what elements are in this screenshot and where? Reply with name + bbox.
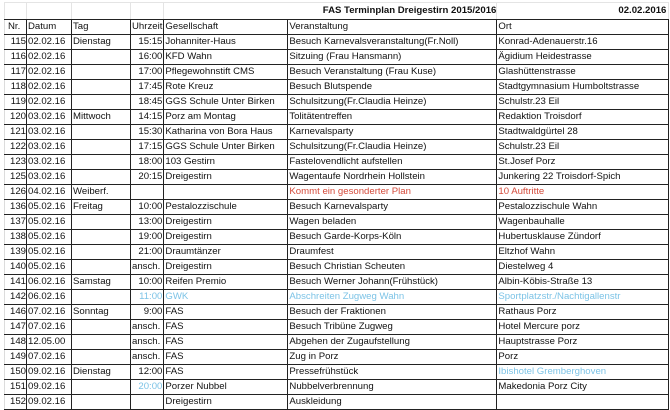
cell-ort[interactable]: [497, 395, 669, 410]
cell-nr[interactable]: 146: [5, 305, 27, 320]
cell-nr[interactable]: 147: [5, 320, 27, 335]
cell-uhrzeit[interactable]: ansch.: [131, 260, 164, 275]
table-row: [5, 200, 669, 215]
cell-veranstaltung[interactable]: Besuch Garde-Korps-Köln: [288, 230, 497, 245]
cell-tag[interactable]: Freitag: [72, 200, 131, 215]
cell-veranstaltung[interactable]: Sitzuing (Frau Hansmann): [288, 50, 497, 65]
cell-gesellschaft[interactable]: Dreigestirn: [164, 170, 288, 185]
cell-datum[interactable]: 03.02.16: [27, 155, 72, 170]
cell-tag[interactable]: [72, 155, 131, 170]
cell-veranstaltung[interactable]: Wagentaufe Nordrhein Hollstein: [288, 170, 497, 185]
cell-veranstaltung[interactable]: Karnevalsparty: [288, 125, 497, 140]
cell-veranstaltung[interactable]: Schulsitzung(Fr.Claudia Heinze): [288, 140, 497, 155]
cell-ort[interactable]: Schulstr.23 Eil: [497, 140, 669, 155]
table-row: [5, 350, 669, 365]
cell-uhrzeit[interactable]: [131, 185, 164, 200]
cell-tag[interactable]: [72, 215, 131, 230]
cell-tag[interactable]: [72, 140, 131, 155]
table-row: [5, 335, 669, 350]
cell-nr[interactable]: 142: [5, 290, 27, 305]
cell-nr[interactable]: 123: [5, 155, 27, 170]
cell-ort[interactable]: Glashüttenstrasse: [497, 65, 669, 80]
cell-gesellschaft[interactable]: Pflegewohnstift CMS: [164, 65, 288, 80]
cell-uhrzeit[interactable]: 16:00: [131, 50, 164, 65]
title-row: [5, 3, 669, 20]
cell-nr[interactable]: 116: [5, 50, 27, 65]
cell-uhrzeit[interactable]: ansch.: [131, 335, 164, 350]
cell-uhrzeit[interactable]: ansch.: [131, 350, 164, 365]
cell-ort[interactable]: Albin-Köbis-Straße 13: [497, 275, 669, 290]
cell-nr[interactable]: 119: [5, 95, 27, 110]
cell-gesellschaft[interactable]: Dreigestirn: [164, 395, 288, 410]
cell-gesellschaft[interactable]: Pestalozzischule: [164, 200, 288, 215]
cell-veranstaltung[interactable]: Abschreiten Zugweg Wahn: [288, 290, 497, 305]
title-blank-cell[interactable]: [27, 3, 72, 20]
table-row: [5, 320, 669, 335]
cell-uhrzeit[interactable]: [131, 395, 164, 410]
cell-nr[interactable]: 122: [5, 140, 27, 155]
cell-uhrzeit[interactable]: 20:15: [131, 170, 164, 185]
cell-datum[interactable]: 05.02.16: [27, 200, 72, 215]
cell-datum[interactable]: 04.02.16: [27, 185, 72, 200]
header-veranstaltung[interactable]: Veranstaltung: [288, 20, 497, 35]
cell-datum[interactable]: 07.02.16: [27, 350, 72, 365]
cell-gesellschaft[interactable]: Rote Kreuz: [164, 80, 288, 95]
cell-tag[interactable]: Dienstag: [72, 35, 131, 50]
cell-uhrzeit[interactable]: 11:00: [131, 290, 164, 305]
cell-tag[interactable]: [72, 290, 131, 305]
cell-tag[interactable]: [72, 335, 131, 350]
cell-veranstaltung[interactable]: Zug in Porz: [288, 350, 497, 365]
cell-ort[interactable]: Sportplatzstr./Nachtigallenstr: [497, 290, 669, 305]
cell-nr[interactable]: 120: [5, 110, 27, 125]
cell-uhrzeit[interactable]: 15:30: [131, 125, 164, 140]
cell-gesellschaft[interactable]: GGS Schule Unter Birken: [164, 95, 288, 110]
cell-datum[interactable]: 02.02.16: [27, 95, 72, 110]
cell-datum[interactable]: 06.02.16: [27, 275, 72, 290]
table-body: [5, 20, 669, 410]
cell-veranstaltung[interactable]: Wagen beladen: [288, 215, 497, 230]
table-row: [5, 245, 669, 260]
cell-datum[interactable]: 03.02.16: [27, 125, 72, 140]
cell-ort[interactable]: Pestalozzischule Wahn: [497, 200, 669, 215]
cell-uhrzeit[interactable]: 10:00: [131, 200, 164, 215]
cell-gesellschaft[interactable]: Dreigestirn: [164, 230, 288, 245]
table-row: [5, 215, 669, 230]
cell-nr[interactable]: 136: [5, 200, 27, 215]
cell-uhrzeit[interactable]: 13:00: [131, 215, 164, 230]
table-row: [5, 155, 669, 170]
cell-ort[interactable]: Hauptstrasse Porz: [497, 335, 669, 350]
cell-datum[interactable]: 05.02.16: [27, 215, 72, 230]
cell-ort[interactable]: Makedonia Porz City: [497, 380, 669, 395]
cell-gesellschaft[interactable]: FAS: [164, 350, 288, 365]
cell-datum[interactable]: 02.02.16: [27, 35, 72, 50]
cell-ort[interactable]: Junkering 22 Troisdorf-Spich: [497, 170, 669, 185]
cell-tag[interactable]: [72, 260, 131, 275]
cell-ort[interactable]: Stadtwaldgürtel 28: [497, 125, 669, 140]
cell-tag[interactable]: [72, 395, 131, 410]
table-row: [5, 275, 669, 290]
cell-uhrzeit[interactable]: 14:15: [131, 110, 164, 125]
cell-datum[interactable]: 05.02.16: [27, 245, 72, 260]
cell-veranstaltung[interactable]: Besuch Werner Johann(Frühstück): [288, 275, 497, 290]
cell-datum[interactable]: 03.02.16: [27, 110, 72, 125]
title-blank-cell[interactable]: [72, 3, 131, 20]
cell-veranstaltung[interactable]: Besuch Karnevalsveranstaltung(Fr.Noll): [288, 35, 497, 50]
cell-tag[interactable]: Samstag: [72, 275, 131, 290]
cell-nr[interactable]: 126: [5, 185, 27, 200]
cell-veranstaltung[interactable]: Kommt ein gesonderter Plan: [288, 185, 497, 200]
cell-gesellschaft[interactable]: GWK: [164, 290, 288, 305]
cell-gesellschaft[interactable]: Draumtänzer: [164, 245, 288, 260]
cell-tag[interactable]: [72, 50, 131, 65]
cell-nr[interactable]: 115: [5, 35, 27, 50]
cell-gesellschaft[interactable]: FAS: [164, 335, 288, 350]
table-row: [5, 230, 669, 245]
cell-datum[interactable]: 06.02.16: [27, 290, 72, 305]
cell-ort[interactable]: 10 Auftritte: [497, 185, 669, 200]
cell-datum[interactable]: 07.02.16: [27, 320, 72, 335]
cell-tag[interactable]: [72, 380, 131, 395]
cell-uhrzeit[interactable]: 17:15: [131, 140, 164, 155]
table-row: [5, 305, 669, 320]
header-tag[interactable]: Tag: [72, 20, 131, 35]
cell-tag[interactable]: Mittwoch: [72, 110, 131, 125]
cell-nr[interactable]: 150: [5, 365, 27, 380]
cell-nr[interactable]: 139: [5, 245, 27, 260]
cell-tag[interactable]: [72, 125, 131, 140]
schedule-table: [4, 2, 669, 410]
table-row: [5, 185, 669, 200]
cell-datum[interactable]: 05.02.16: [27, 230, 72, 245]
cell-datum[interactable]: 07.02.16: [27, 305, 72, 320]
cell-uhrzeit[interactable]: 10:00: [131, 275, 164, 290]
table-row: [5, 50, 669, 65]
table-row: [5, 35, 669, 50]
cell-gesellschaft[interactable]: 103 Gestirn: [164, 155, 288, 170]
cell-gesellschaft[interactable]: Porzer Nubbel: [164, 380, 288, 395]
cell-tag[interactable]: Weiberf.: [72, 185, 131, 200]
cell-veranstaltung[interactable]: Schulsitzung(Fr.Claudia Heinze): [288, 95, 497, 110]
cell-uhrzeit[interactable]: 20:00: [131, 380, 164, 395]
cell-nr[interactable]: 137: [5, 215, 27, 230]
title-blank-cell[interactable]: [131, 3, 164, 20]
cell-gesellschaft[interactable]: Porz am Montag: [164, 110, 288, 125]
cell-ort[interactable]: Ibishotel Gremberghoven: [497, 365, 669, 380]
cell-ort[interactable]: Wagenbauhalle: [497, 215, 669, 230]
table-row: [5, 125, 669, 140]
cell-uhrzeit[interactable]: 9:00: [131, 305, 164, 320]
cell-datum[interactable]: 09.02.16: [27, 365, 72, 380]
cell-tag[interactable]: [72, 65, 131, 80]
cell-ort[interactable]: Rathaus Porz: [497, 305, 669, 320]
cell-tag[interactable]: [72, 80, 131, 95]
table-row: [5, 140, 669, 155]
cell-ort[interactable]: Diestelweg 4: [497, 260, 669, 275]
cell-nr[interactable]: 118: [5, 80, 27, 95]
cell-nr[interactable]: 151: [5, 380, 27, 395]
cell-ort[interactable]: Porz: [497, 350, 669, 365]
cell-ort[interactable]: Eltzhof Wahn: [497, 245, 669, 260]
cell-nr[interactable]: 140: [5, 260, 27, 275]
cell-tag[interactable]: [72, 245, 131, 260]
cell-datum[interactable]: 02.02.16: [27, 65, 72, 80]
cell-nr[interactable]: 152: [5, 395, 27, 410]
sheet-title[interactable]: FAS Terminplan Dreigestirn 2015/2016: [164, 3, 497, 20]
cell-datum[interactable]: 09.02.16: [27, 380, 72, 395]
cell-veranstaltung[interactable]: Besuch Karnevalsparty: [288, 200, 497, 215]
cell-ort[interactable]: Schulstr.23 Eil: [497, 95, 669, 110]
header-row: [5, 20, 669, 35]
cell-uhrzeit[interactable]: 18:45: [131, 95, 164, 110]
cell-uhrzeit[interactable]: 19:00: [131, 230, 164, 245]
header-uhrzeit[interactable]: Uhrzeit: [131, 20, 164, 35]
cell-uhrzeit[interactable]: ansch.: [131, 320, 164, 335]
cell-gesellschaft[interactable]: Katharina von Bora Haus: [164, 125, 288, 140]
cell-uhrzeit[interactable]: 17:45: [131, 80, 164, 95]
cell-uhrzeit[interactable]: 12:00: [131, 365, 164, 380]
cell-datum[interactable]: 05.02.16: [27, 260, 72, 275]
cell-tag[interactable]: [72, 230, 131, 245]
header-nr[interactable]: Nr.: [5, 20, 27, 35]
table-row: [5, 380, 669, 395]
cell-nr[interactable]: 121: [5, 125, 27, 140]
spreadsheet: [4, 2, 669, 410]
table-row: [5, 65, 669, 80]
cell-ort[interactable]: Konrad-Adenauerstr.16: [497, 35, 669, 50]
cell-ort[interactable]: Stadtgymnasium Humboltstrasse: [497, 80, 669, 95]
cell-ort[interactable]: Hubertusklause Zündorf: [497, 230, 669, 245]
cell-veranstaltung[interactable]: Besuch Christian Scheuten: [288, 260, 497, 275]
table-row: [5, 95, 669, 110]
title-blank-cell[interactable]: [5, 3, 27, 20]
cell-datum[interactable]: 02.02.16: [27, 50, 72, 65]
cell-veranstaltung[interactable]: Besuch Tribüne Zugweg: [288, 320, 497, 335]
cell-uhrzeit[interactable]: 17:00: [131, 65, 164, 80]
table-row: [5, 290, 669, 305]
cell-uhrzeit[interactable]: 21:00: [131, 245, 164, 260]
cell-veranstaltung[interactable]: Besuch Blutspende: [288, 80, 497, 95]
sheet-date[interactable]: 02.02.2016: [497, 3, 669, 20]
cell-gesellschaft[interactable]: Dreigestirn: [164, 260, 288, 275]
cell-gesellschaft[interactable]: FAS: [164, 365, 288, 380]
cell-datum[interactable]: 03.02.16: [27, 140, 72, 155]
table-row: [5, 365, 669, 380]
header-datum[interactable]: Datum: [27, 20, 72, 35]
cell-ort[interactable]: St.Josef Porz: [497, 155, 669, 170]
cell-veranstaltung[interactable]: Auskleidung: [288, 395, 497, 410]
cell-uhrzeit[interactable]: 15:15: [131, 35, 164, 50]
cell-ort[interactable]: Hotel Mercure porz: [497, 320, 669, 335]
cell-datum[interactable]: 12.05.00: [27, 335, 72, 350]
table-row: [5, 110, 669, 125]
cell-veranstaltung[interactable]: Abgehen der Zugaufstellung: [288, 335, 497, 350]
cell-gesellschaft[interactable]: [164, 185, 288, 200]
cell-veranstaltung[interactable]: Tolitätentreffen: [288, 110, 497, 125]
cell-nr[interactable]: 148: [5, 335, 27, 350]
cell-ort[interactable]: Ägidium Heidestrasse: [497, 50, 669, 65]
cell-ort[interactable]: Redaktion Troisdorf: [497, 110, 669, 125]
cell-tag[interactable]: [72, 350, 131, 365]
cell-gesellschaft[interactable]: FAS: [164, 305, 288, 320]
table-row: [5, 80, 669, 95]
cell-tag[interactable]: [72, 95, 131, 110]
cell-datum[interactable]: 09.02.16: [27, 395, 72, 410]
cell-veranstaltung[interactable]: Pressefrühstück: [288, 365, 497, 380]
cell-nr[interactable]: 138: [5, 230, 27, 245]
table-row: [5, 395, 669, 410]
cell-uhrzeit[interactable]: 18:00: [131, 155, 164, 170]
cell-gesellschaft[interactable]: GGS Schule Unter Birken: [164, 140, 288, 155]
cell-veranstaltung[interactable]: Fastelovendlicht aufstellen: [288, 155, 497, 170]
cell-veranstaltung[interactable]: Draumfest: [288, 245, 497, 260]
cell-tag[interactable]: [72, 320, 131, 335]
cell-veranstaltung[interactable]: Besuch der Fraktionen: [288, 305, 497, 320]
table-row: [5, 260, 669, 275]
cell-tag[interactable]: Sonntag: [72, 305, 131, 320]
cell-gesellschaft[interactable]: KFD Wahn: [164, 50, 288, 65]
cell-nr[interactable]: 117: [5, 65, 27, 80]
cell-nr[interactable]: 149: [5, 350, 27, 365]
cell-gesellschaft[interactable]: Dreigestirn: [164, 215, 288, 230]
cell-datum[interactable]: 03.02.16: [27, 170, 72, 185]
cell-nr[interactable]: 125: [5, 170, 27, 185]
cell-gesellschaft[interactable]: Reifen Premio: [164, 275, 288, 290]
header-ort[interactable]: Ort: [497, 20, 669, 35]
cell-veranstaltung[interactable]: Nubbelverbrennung: [288, 380, 497, 395]
cell-veranstaltung[interactable]: Besuch Veranstaltung (Frau Kuse): [288, 65, 497, 80]
cell-gesellschaft[interactable]: Johanniter-Haus: [164, 35, 288, 50]
cell-gesellschaft[interactable]: FAS: [164, 320, 288, 335]
header-gesellschaft[interactable]: Gesellschaft: [164, 20, 288, 35]
cell-tag[interactable]: Dienstag: [72, 365, 131, 380]
cell-nr[interactable]: 141: [5, 275, 27, 290]
table-row: [5, 170, 669, 185]
cell-tag[interactable]: [72, 170, 131, 185]
cell-datum[interactable]: 02.02.16: [27, 80, 72, 95]
